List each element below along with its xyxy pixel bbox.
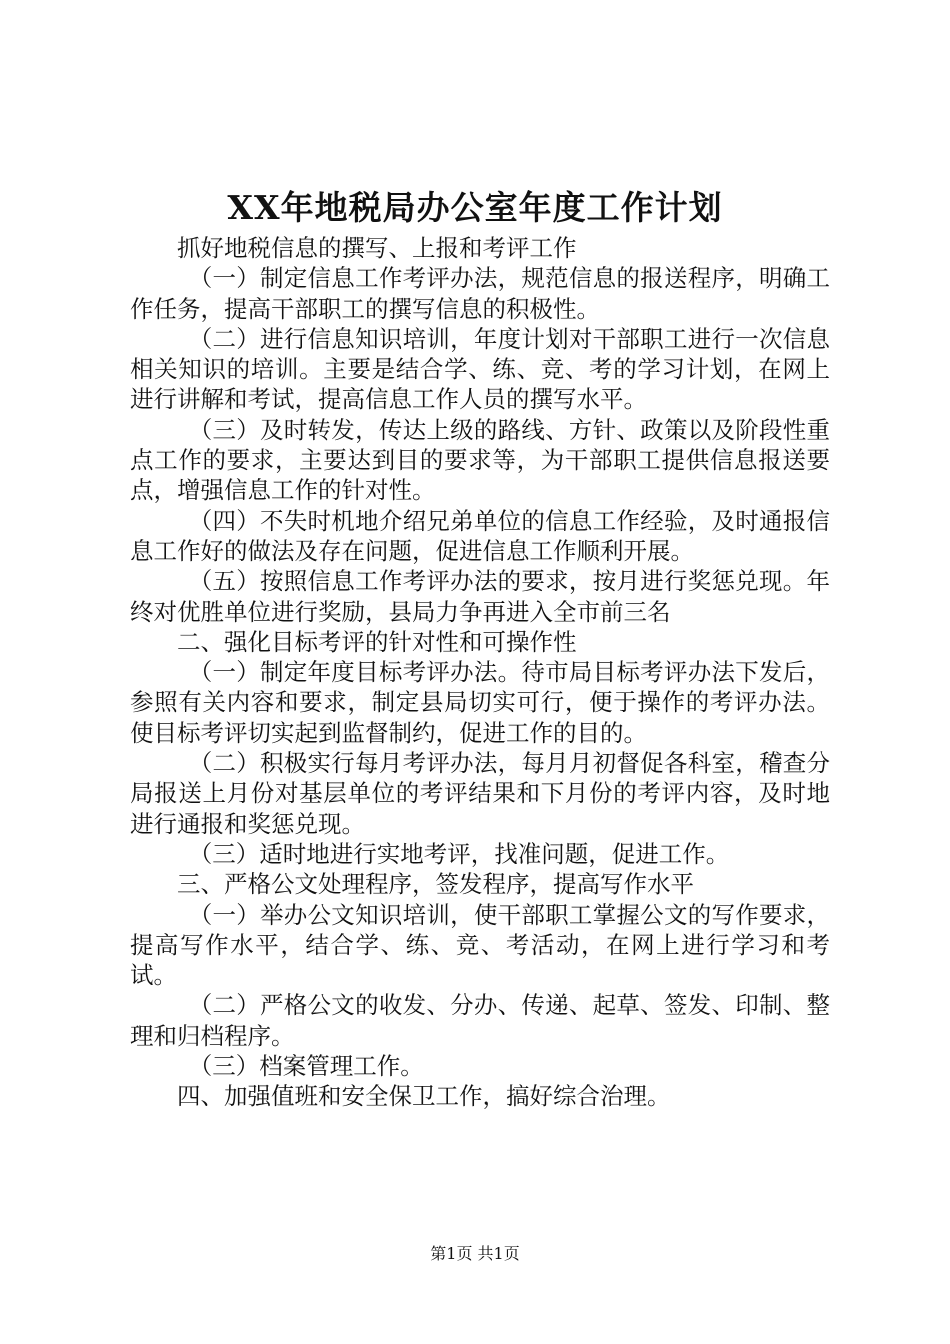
paragraph-item: （二）严格公文的收发、分办、传递、起草、签发、印制、整理和归档程序。 xyxy=(130,991,830,1050)
paragraph-item: （五）按照信息工作考评办法的要求，按月进行奖惩兑现。年终对优胜单位进行奖励，县局力争再进入全市前三名 xyxy=(130,567,830,626)
paragraph-item: （一）制定信息工作考评办法，规范信息的报送程序，明确工作任务，提高干部职工的撰写信息的积极性。 xyxy=(130,264,830,323)
paragraph-item: （三）及时转发，传达上级的路线、方针、政策以及阶段性重点工作的要求，主要达到目的要求等，为干部职工提供信息报送要点，增强信息工作的针对性。 xyxy=(130,415,830,505)
paragraph-heading-4: 四、加强值班和安全保卫工作，搞好综合治理。 xyxy=(177,1082,671,1111)
document-title: XX年地税局办公室年度工作计划 xyxy=(227,188,723,227)
paragraph-item: （一）举办公文知识培训，使干部职工掌握公文的写作要求，提高写作水平，结合学、练、竞、考活动，在网上进行学习和考试。 xyxy=(130,900,830,990)
paragraph-item: （二）进行信息知识培训，年度计划对干部职工进行一次信息相关知识的培训。主要是结合学、练、竞、考的学习计划，在网上进行讲解和考试，提高信息工作人员的撰写水平。 xyxy=(130,324,830,414)
document-body xyxy=(130,233,830,1112)
paragraph-item: （一）制定年度目标考评办法。待市局目标考评办法下发后，参照有关内容和要求，制定县局切实可行，便于操作的考评办法。使目标考评切实起到监督制约，促进工作的目的。 xyxy=(130,658,830,747)
paragraph-item: （三）适时地进行实地考评，找准问题，促进工作。 xyxy=(188,839,730,868)
paragraph-heading-2: 二、强化目标考评的针对性和可操作性 xyxy=(177,627,577,656)
paragraph-item: （二）积极实行每月考评办法，每月月初督促各科室，稽查分局报送上月份对基层单位的考评结果和下月份的考评内容，及时地进行通报和奖惩兑现。 xyxy=(130,749,830,838)
paragraph-item: （四）不失时机地介绍兄弟单位的信息工作经验，及时通报信息工作好的做法及存在问题，促进信息工作顺利开展。 xyxy=(130,506,830,565)
paragraph-heading-1: 抓好地税信息的撰写、上报和考评工作 xyxy=(177,234,577,262)
paragraph-heading-3: 三、严格公文处理程序，签发程序，提高写作水平 xyxy=(177,870,694,899)
paragraph-item: （三）档案管理工作。 xyxy=(188,1052,424,1081)
page-number-footer: 第1页 共1页 xyxy=(430,1244,520,1263)
